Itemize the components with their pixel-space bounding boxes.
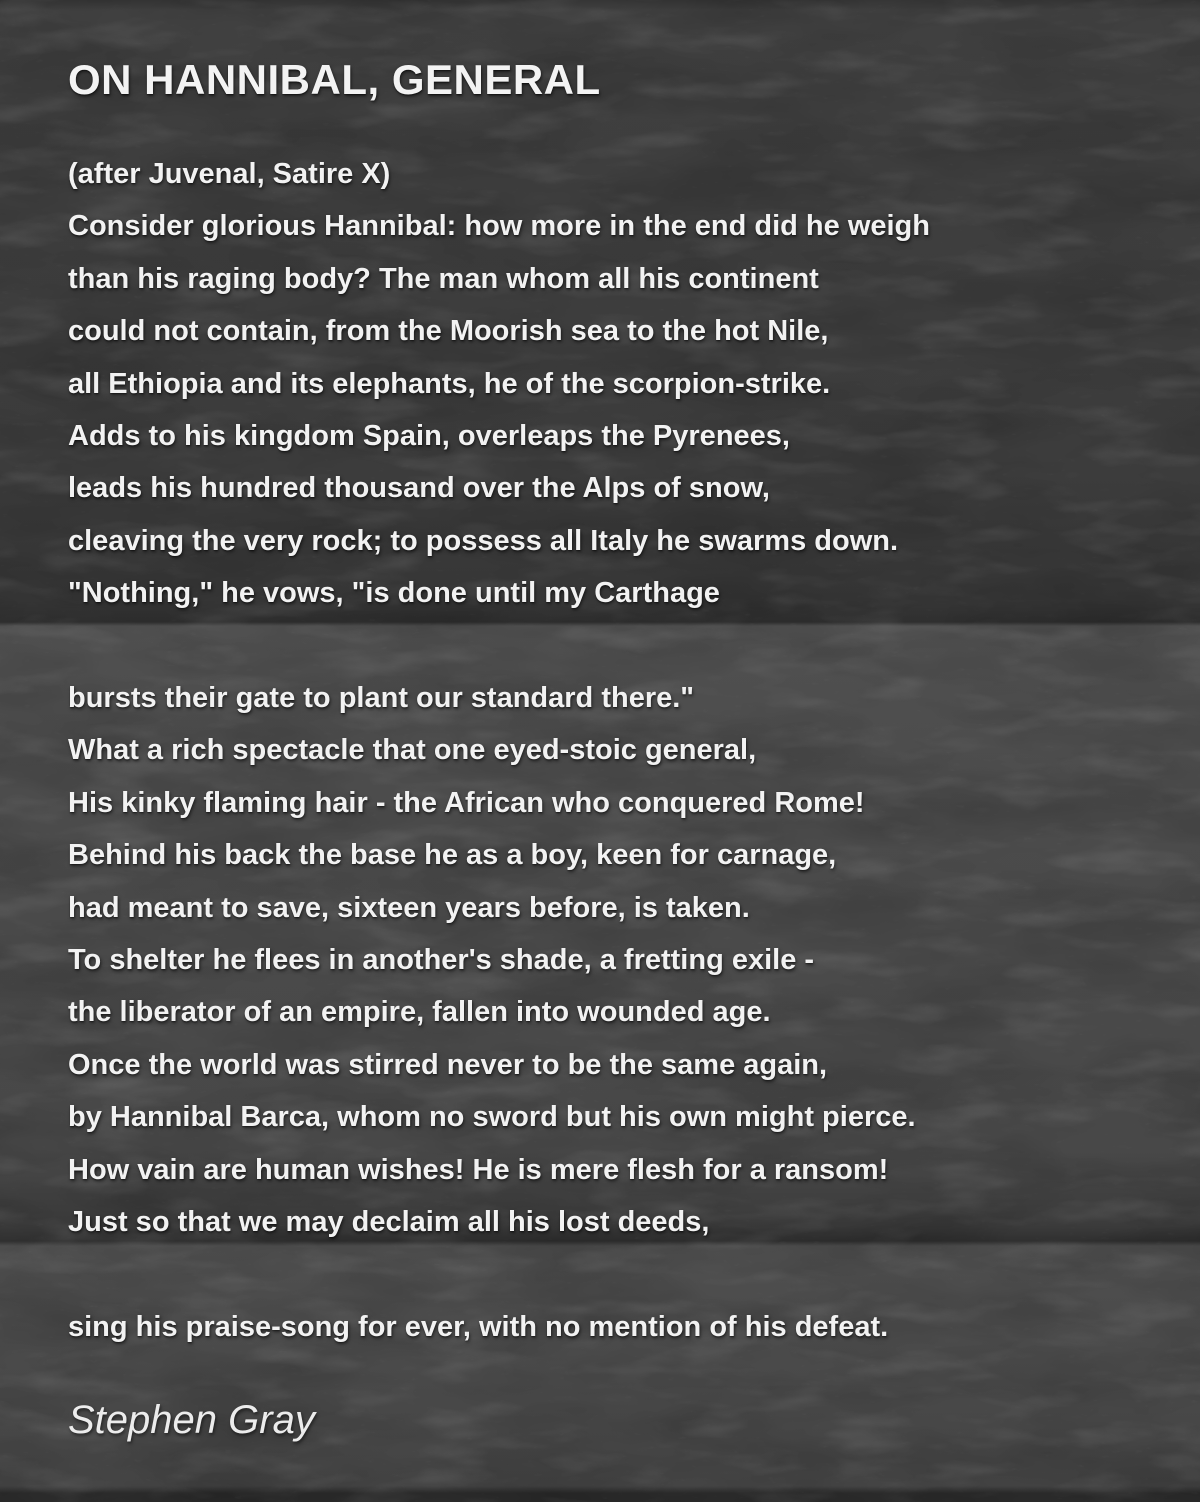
stanza <box>68 672 1148 1248</box>
poem-line: "Nothing," he vows, "is done until my Carthage <box>68 577 720 610</box>
poem-title: ON HANNIBAL, GENERAL <box>68 56 601 103</box>
poem-line: To shelter he flees in another's shade, a fretting exile - <box>68 944 815 977</box>
poem-line: the liberator of an empire, fallen into wounded age. <box>68 996 771 1029</box>
stanza <box>68 1301 1148 1353</box>
poem-line: bursts their gate to plant our standard there." <box>68 682 695 715</box>
poem-line: could not contain, from the Moorish sea to the hot Nile, <box>68 315 829 348</box>
poem-line: (after Juvenal, Satire X) <box>68 158 391 190</box>
poem-line: by Hannibal Barca, whom no sword but his own might pierce. <box>68 1101 916 1134</box>
poem-line: cleaving the very rock; to possess all Italy he swarms down. <box>68 524 899 557</box>
poem-line: had meant to save, sixteen years before, is taken. <box>68 891 750 924</box>
poem-line: His kinky flaming hair - the African who conquered Rome! <box>68 786 865 819</box>
poem-line: Once the world was stirred never to be the same again, <box>68 1048 828 1081</box>
poem-body <box>68 148 1148 1353</box>
poem-line: Adds to his kingdom Spain, overleaps the Pyrenees, <box>68 420 790 453</box>
poem-line: all Ethiopia and its elephants, he of the scorpion-strike. <box>68 367 831 400</box>
stanza <box>68 148 1148 620</box>
poem-line: leads his hundred thousand over the Alps of snow, <box>68 472 770 505</box>
poem-line: Behind his back the base he as a boy, keen for carnage, <box>68 839 837 872</box>
poem-line: sing his praise-song for ever, with no mention of his defeat. <box>68 1310 889 1343</box>
poem-line: Consider glorious Hannibal: how more in the end did he weigh <box>68 210 930 243</box>
poem-author: Stephen Gray <box>68 1398 315 1442</box>
poem-line: What a rich spectacle that one eyed-stoic general, <box>68 734 757 767</box>
poem-line: than his raging body? The man whom all his continent <box>68 262 819 295</box>
poem-line: Just so that we may declaim all his lost deeds, <box>68 1206 710 1239</box>
poem-line: How vain are human wishes! He is mere flesh for a ransom! <box>68 1153 889 1186</box>
